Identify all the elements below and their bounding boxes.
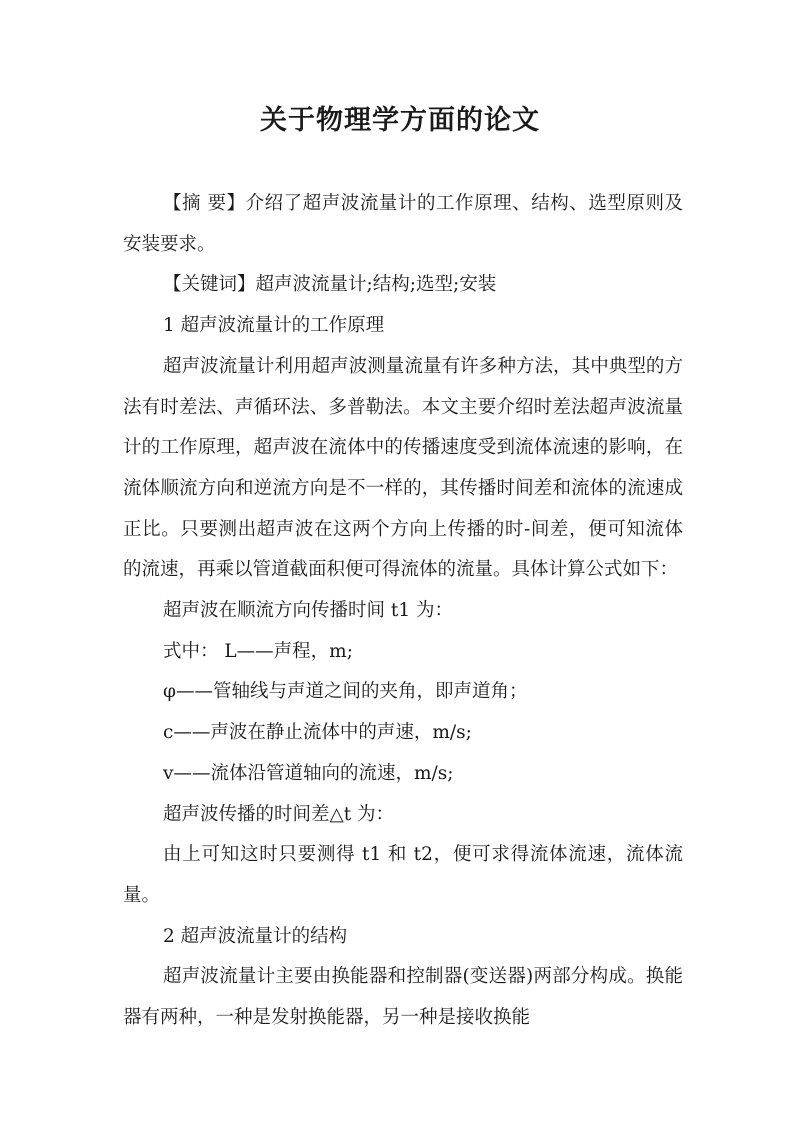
section-heading-2: 2 超声波流量计的结构: [163, 925, 348, 947]
document-body: [123, 184, 683, 1039]
formula-note: φ——管轴线与声道之间的夹角，即声道角；: [163, 681, 528, 703]
formula-note: v——流体沿管道轴向的流速，m/s;: [163, 762, 454, 784]
body-paragraph: 超声波流量计利用超声波测量流量有许多种方法，其中典型的方法有时差法、声循环法、多普勒法。本文主要介绍时差法超声波流量计的工作原理，超声波在流体中的传播速度受到流体流速的影响，在流体顺流方向和逆流方向是不一样的，其传播时间差和流体的流速成正比。只要测出超声波在这两个方向上传播的时-间差，便可知流体的流速，再乘以管道截面积便可得流体的流量。具体计算公式如下：: [123, 355, 683, 581]
body-paragraph: 超声波流量计主要由换能器和控制器(变送器)两部分构成。换能器有两种，一种是发射换能器，另一种是接收换能: [123, 966, 683, 1029]
body-paragraph: 由上可知这时只要测得 t1 和 t2，便可求得流体流速，流体流量。: [123, 844, 683, 906]
body-paragraph: 超声波传播的时间差△t 为：: [163, 803, 395, 825]
keywords-paragraph: 【关键词】超声波流量计;结构;选型;安装: [163, 274, 497, 296]
section-heading-1: 1 超声波流量计的工作原理: [163, 315, 385, 337]
abstract-paragraph: 【摘 要】介绍了超声波流量计的工作原理、结构、选型原则及安装要求。: [123, 193, 683, 255]
formula-note: 式中： L——声程，m;: [163, 640, 353, 662]
document-title: 关于物理学方面的论文: [260, 105, 540, 136]
body-paragraph: 超声波在顺流方向传播时间 t1 为：: [163, 600, 453, 622]
formula-note: c——声波在静止流体中的声速，m/s;: [163, 722, 472, 744]
